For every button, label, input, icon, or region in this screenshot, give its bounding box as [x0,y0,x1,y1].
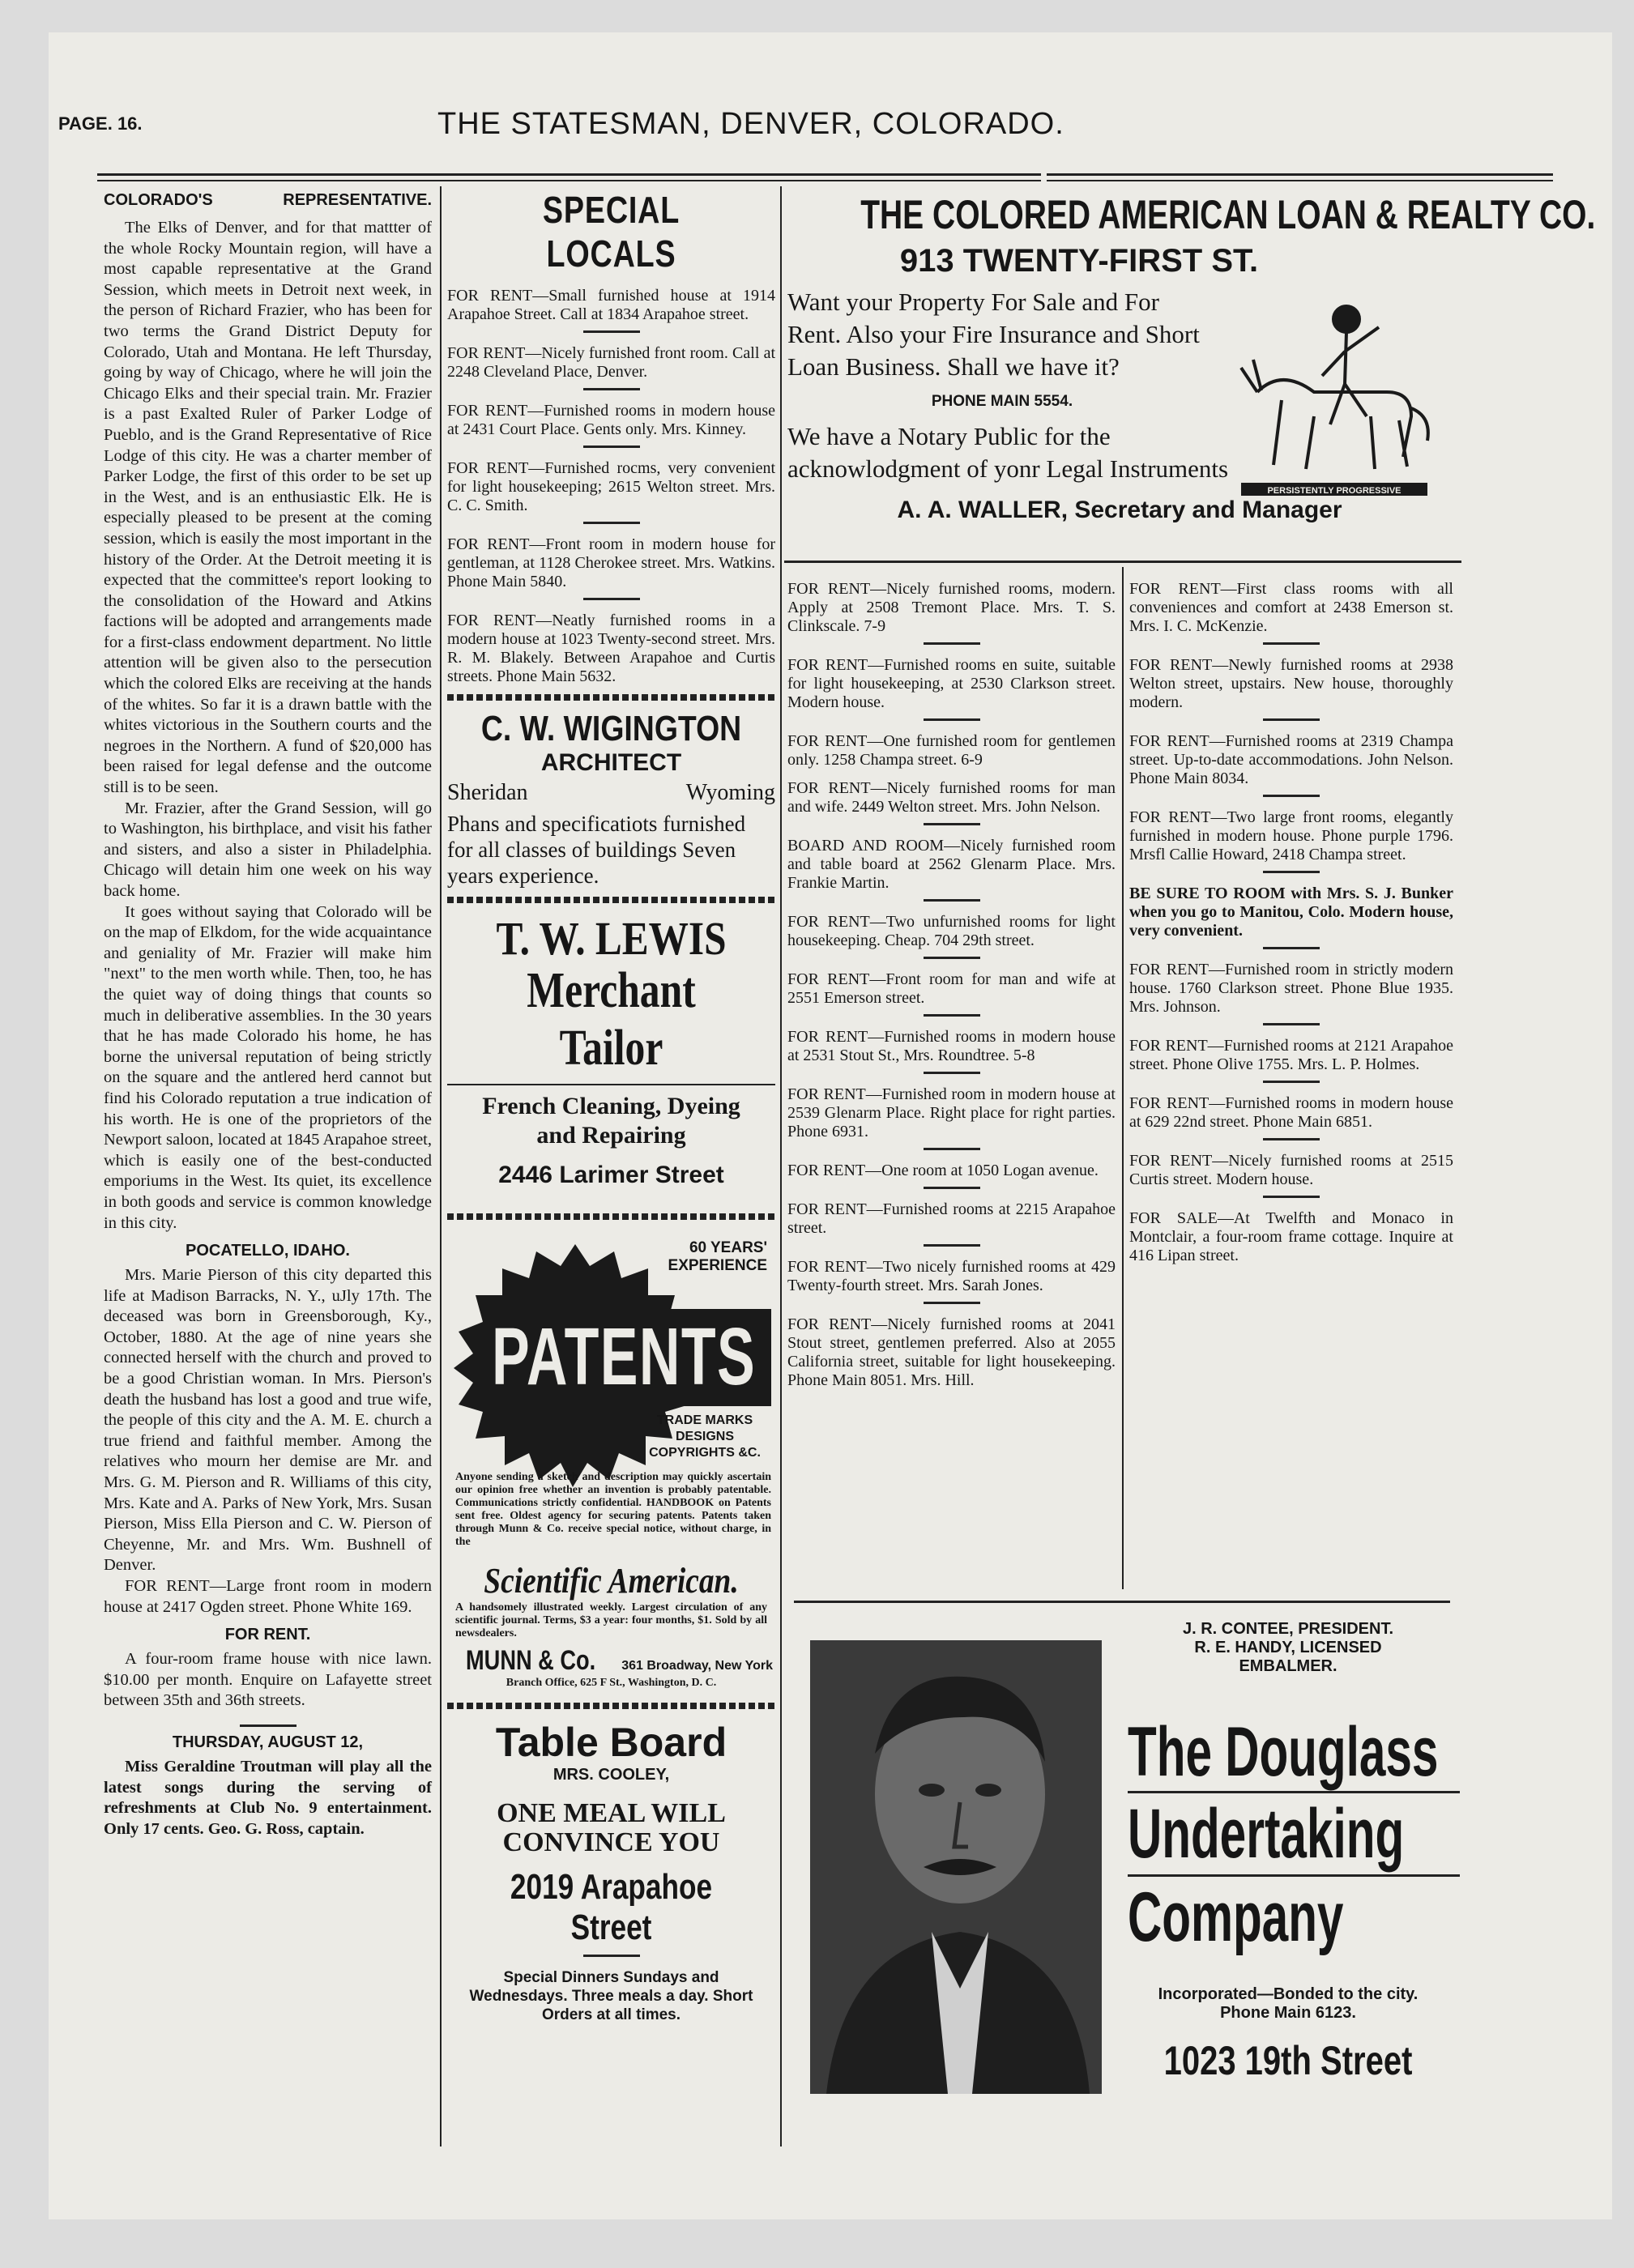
classified-ad: FOR RENT—Two nicely furnished rooms at 429 Twenty-fourth street. Mrs. Sarah Jones. [787,1258,1116,1294]
wigington-city: Sheridan [447,780,528,805]
heading-for-rent: FOR RENT. [224,1626,311,1644]
classified-ad: FOR RENT—Furnished rocms, very convenient for light housekeeping; 2615 Welton street. Mrs. C. C. Smith. [447,459,775,514]
classified-ad: FOR RENT—Furnished rooms at 2215 Arapahoe street. [787,1200,1116,1237]
classified-ad: FOR RENT—Furnished room in strictly modern house. 1760 Clarkson street. Phone Blue 1935. Mrs. Johnson. [1129,961,1453,1016]
patents-firm: MUNN & Co. [466,1645,596,1676]
loan-name: THE COLORED AMERICAN LOAN & REALTY CO. [860,192,1596,237]
classified-ad: FOR SALE—At Twelfth and Monaco in Montclair, a four-room frame cottage. Inquire at 416 Lipan street. [1129,1209,1453,1264]
classified-ad: FOR RENT—Furnished rooms in modern house at 629 22nd street. Phone Main 6851. [1129,1094,1453,1131]
separator [583,446,640,448]
classified-ad: FOR RENT—Neatly furnished rooms in a modern house at 1023 Twenty-second street. Mrs. R. M. Blakely. Between Arapahoe and Curtis streets. Phone Main 5632. [447,612,775,685]
patents-ad [447,1228,775,1592]
column-4 [1129,580,1453,1265]
separator [924,823,980,825]
douglass-undertaking-ad [1118,1620,1458,2084]
separator [1263,1196,1320,1198]
article-paragraph: It goes without saying that Colorado will be on the map of Elkdom, for the wide acquaintance and geniality of Mr. Frazier will make him "next" to the men worth while. Then, too, he has the quiet way of doing things that counts so much in deliberative assemblies. In the 30 years that he has made Colorado his home, he has borne the universal reputation of being strictly on the square and the antlered herd cannot but find his Colorado reputation a true indication of his worth. He is one of the proprietors of the Newport saloon, located at 1845 Arapahoe street, which is easily one of the best-conducted emporiums in the West. Its quiet, its excellence in both goods and service is common knowledge in this city. [104,902,432,1232]
classified-ad: FOR RENT—Two large front rooms, elegantly furnished in modern house. Phone purple 1796. Mrsfl Callie Howard, 2418 Champa street. [1129,808,1453,863]
column-3 [787,580,1116,1390]
douglass-president: J. R. CONTEE, PRESIDENT. [1182,1620,1394,1638]
classified-ad: FOR RENT—Furnished rooms in modern house at 2531 Stout St., Mrs. Roundtree. 5-8 [787,1028,1116,1064]
separator [583,1955,640,1957]
heading-pocatello: POCATELLO, IDAHO. [186,1242,350,1260]
masthead-title: THE STATESMAN, DENVER, COLORADO. [437,107,1064,141]
classified-ad: FOR RENT—Furnished rooms in modern house at 2431 Court Place. Gents only. Mrs. Kinney. [447,402,775,438]
wigington-title: ARCHITECT [540,749,682,776]
douglass-name-3: Company [1128,1878,1344,1956]
table-board-address: 2019 Arapahoe Street [510,1867,713,1947]
douglass-embalmer: R. E. HANDY, LICENSED EMBALMER. [1194,1639,1382,1675]
classified-ad: FOR RENT—Furnished rooms at 2319 Champa street. Up-to-date accommodations. John Nelson. Phone Main 8034. [1129,732,1453,787]
wigington-name: C. W. WIGINGTON [480,709,742,748]
classified-ad: FOR RENT—One room at 1050 Logan avenue. [787,1162,1099,1179]
patents-firm-address: 361 Broadway, New York [621,1659,773,1673]
special-locals-heading: SPECIAL LOCALS [542,189,680,275]
table-board-title: Table Board [495,1720,727,1765]
patents-text-2: A handsomely illustrated weekly. Largest circulation of any scientific journal. Terms, $3 a year: four months, $1. Sold by all newsdealers. [455,1601,767,1639]
header-rule-left-2 [97,180,1041,181]
separator [1263,1023,1320,1025]
loan-text-2: We have a Notary Public for the acknowlodgment of yonr Legal Instruments [787,422,1229,483]
separator [1263,642,1320,645]
separator [924,1148,980,1150]
ornament-border [447,694,775,701]
separator [924,899,980,902]
patents-experience: 60 YEARS' EXPERIENCE [668,1239,767,1274]
classified-ad: FOR RENT—Front room for man and wife at 2551 Emerson street. [787,970,1116,1007]
separator [924,1187,980,1189]
classified-ad: FOR RENT—Furnished room in modern house at 2539 Glenarm Place. Right place for right parties. Phone 6931. [787,1085,1116,1140]
column-2 [447,188,775,2024]
separator [924,642,980,645]
donkey-rider-icon [1225,295,1444,514]
separator [1263,871,1320,873]
patents-magazine: Scientific American. [484,1561,739,1601]
douglass-address: 1023 19th Street [1163,2038,1413,2083]
heading-thursday: THURSDAY, AUGUST 12, [172,1733,364,1751]
douglass-name-1: The Douglass [1128,1713,1439,1791]
header-rule-right-2 [1047,180,1553,181]
loan-phone: PHONE MAIN 5554. [931,393,1073,410]
ornament-border [447,897,775,903]
classified-ad: FOR RENT—Nicely furnished rooms for man and wife. 2449 Welton street. Mrs. John Nelson. [787,779,1116,816]
classified-ad: FOR RENT—Two unfurnished rooms for light housekeeping. Cheap. 704 29th street. [787,913,1116,949]
separator [240,1724,297,1727]
classified-ad: FOR RENT—Newly furnished rooms at 2938 Welton street, upstairs. New house, thoroughly modern. [1129,656,1453,711]
loan-bottom-rule [784,561,1461,563]
classified-ad: FOR RENT—First class rooms with all conveniences and comfort at 2438 Emerson st. Mrs. I. C. McKenzie. [1129,580,1453,635]
wigington-text: Phans and specificatiots furnished for all classes of buildings Seven years experience. [447,812,746,888]
lewis-title: Merchant Tailor [527,963,696,1076]
patents-marks: TRADE MARKS DESIGNS COPYRIGHTS &C. [649,1413,761,1460]
separator [924,1302,980,1304]
wigington-state: Wyoming [685,780,775,805]
douglass-name-2: Undertaking [1128,1795,1405,1873]
lewis-address: 2446 Larimer Street [498,1162,724,1188]
column-1 [104,191,432,1840]
article-paragraph: Mrs. Marie Pierson of this city departed this life at Madison Barracks, N. Y., uJly 17th. The deceased was born in Greensborough, Ky., October, 1880. At the age of nine years she connected herself with the church and proved to be a good Christian woman. In Mrs. Pierson's death the husband has lost a good and true wife, the people of this city and the A. M. E. church a true friend and faithful member. Among the relatives who mourn her demise are Mr. and Mrs. G. M. Pierson and R. Williams of this city, Mrs. Kate and A. Parks of New York, Mrs. Susan Pierson, Miss Ella Pierson and C. W. Pierson of Cheyenne, Mr. and Mrs. Wm. Bushnell of Denver. [104,1266,432,1575]
classified-ad: FOR RENT—Front room in modern house for gentleman, at 1128 Cherokee street. Mrs. Watkins. Phone Main 5840. [447,535,775,590]
heading-colorados-representative: COLORADO'S REPRESENTATIVE. [104,191,432,209]
separator [1263,947,1320,949]
lewis-ad [447,911,775,1189]
separator [1263,795,1320,797]
lewis-services: French Cleaning, Dyeing and Repairing [482,1093,740,1149]
separator [583,522,640,524]
article-paragraph: The Elks of Denver, and for that mattter of the whole Rocky Mountain region, will have a most capable representative at the Grand Session, which meets in Detroit next week, in the person of Richard Frazier, who has been for two terms the Grand District Deputy for Colorado, Utah and Montana. He left Thursday, going by way of Chicago, where he will join the Chicago Elks and their special train. Mr. Frazier is a past Exalted Ruler of Parker Lodge of Pueblo, and is the Grand Representative of Rice Lodge of this city. He was a charter member of Parker Lodge, the first of this order to be set up in the West, and is an enthusiastic Elk. He is especially pleased to be present at the coming session, which is easily the most important in the history of the Order. At the Detroit meeting it is expected that the committee's report looking to the consolidation of the Howard and Atkins factions will be adopted and arrangements made for a first-class endowment department. No little attention will be given also to the persecution which the colored Elks are receiving at the hands of the whites. So far it is a drawn battle with the whites victorious in the Southern courts and the negroes in the Northern. A fund of $20,000 has been raised for legal defense and the outcome still is to be seen. [104,219,432,797]
classified-ad: FOR RENT—Furnished rooms en suite, suitable for light housekeeping, at 2530 Clarkson street. Modern house. [787,656,1116,711]
table-board-owner: MRS. COOLEY, [552,1766,670,1784]
separator [1263,1081,1320,1083]
ornament-border [447,1213,775,1220]
separator [924,718,980,721]
loan-text-1: Want your Property For Sale and For Rent. Also your Fire Insurance and Short Loan Business. Shall we have it? [787,288,1200,381]
douglass-incorporated: Incorporated—Bonded to the city. [1158,1985,1419,2003]
classified-ad: BOARD AND ROOM—Nicely furnished room and table board at 2562 Glenarm Place. Mrs. Frankie Martin. [787,837,1116,892]
article-paragraph: FOR RENT—Large front room in modern house at 2417 Ogden street. Phone White 169. [104,1577,432,1616]
article-paragraph: Mr. Frazier, after the Grand Session, will go to Washington, his birthplace, and visit his father and sisters, and also a sister in Philadelphia. Chicago will detain him one week on his way back home. [104,799,432,900]
classified-ad: FOR RENT—Furnished rooms at 2121 Arapahoe street. Phone Olive 1755. Mrs. L. P. Holmes. [1129,1037,1453,1073]
loan-cut-caption: PERSISTENTLY PROGRESSIVE [1267,486,1401,496]
table-board-note: Special Dinners Sundays and Wednesdays. Three meals a day. Short Orders at all times. [469,1969,753,2023]
separator [583,598,640,600]
classified-ad: FOR RENT—Nicely furnished rooms, modern. Apply at 2508 Tremont Place. Mrs. T. S. Clinkscale. 7-9 [787,580,1116,635]
separator [924,1014,980,1017]
classified-ad: FOR RENT—Nicely furnished front room. Call at 2248 Cleveland Place, Denver. [447,344,775,381]
separator [1263,718,1320,721]
classified-ad: FOR RENT—Nicely furnished rooms at 2041 Stout street, gentlemen preferred. Also at 2055 California street, suitable for light housekeeping. Phone Main 8051. Mrs. Hill. [787,1315,1116,1389]
classified-ad: BE SURE TO ROOM with Mrs. S. J. Bunker when you go to Manitou, Colo. Modern house, very convenient. [1129,885,1453,940]
douglass-phone: Phone Main 6123. [1220,2004,1356,2022]
separator [583,330,640,333]
table-board-ad [447,1719,775,2024]
separator [924,1072,980,1074]
header-rule-left [97,173,1041,176]
classified-ad: FOR RENT—Small furnished house at 1914 Arapahoe Street. Call at 1834 Arapahoe street. [447,287,775,323]
separator [924,957,980,959]
article-paragraph: Miss Geraldine Troutman will play all the latest songs during the serving of refreshments at Club No. 9 entertainment. Only 17 cents. Geo. G. Ross, captain. [104,1757,432,1838]
portrait-top-rule [794,1601,1450,1603]
portrait-photo [810,1640,1102,2094]
article-paragraph: A four-room frame house with nice lawn. $10.00 per month. Enquire on Lafayette street between 35th and 36th streets. [104,1650,432,1710]
separator [1263,1138,1320,1140]
patents-branch: Branch Office, 625 F St., Washington, D. C. [506,1677,717,1689]
column-divider-1 [440,186,442,2146]
loan-manager: A. A. WALLER, Secretary and Manager [897,497,1342,523]
page-number: PAGE. 16. [58,113,143,134]
classified-ad: FOR RENT—Nicely furnished rooms at 2515 Curtis street. Modern house. [1129,1152,1453,1188]
ornament-border [447,1703,775,1709]
separator [924,1244,980,1247]
patents-text-1: Anyone sending a sketch and description may quickly ascertain our opinion free whether an invention is probably patentable. Communications strictly confidential. HANDBOOK on Patents sent free. Oldest agency for securing patents. Patents taken through Munn & Co. receive special notice, without charge, in the [455,1471,771,1548]
table-board-slogan: ONE MEAL WILL CONVINCE YOU [497,1798,726,1857]
wigington-ad [447,709,775,889]
classified-ad: FOR RENT—One furnished room for gentlemen only. 1258 Champa street. 6-9 [787,732,1116,769]
patents-word: PATENTS [492,1311,757,1402]
column-divider-2 [780,186,782,2146]
separator [583,388,640,390]
lewis-name: T. W. LEWIS [496,912,727,965]
column-divider-3 [1122,567,1124,1589]
header-rule-right [1047,173,1553,176]
loan-address: 913 TWENTY-FIRST ST. [899,243,1259,279]
